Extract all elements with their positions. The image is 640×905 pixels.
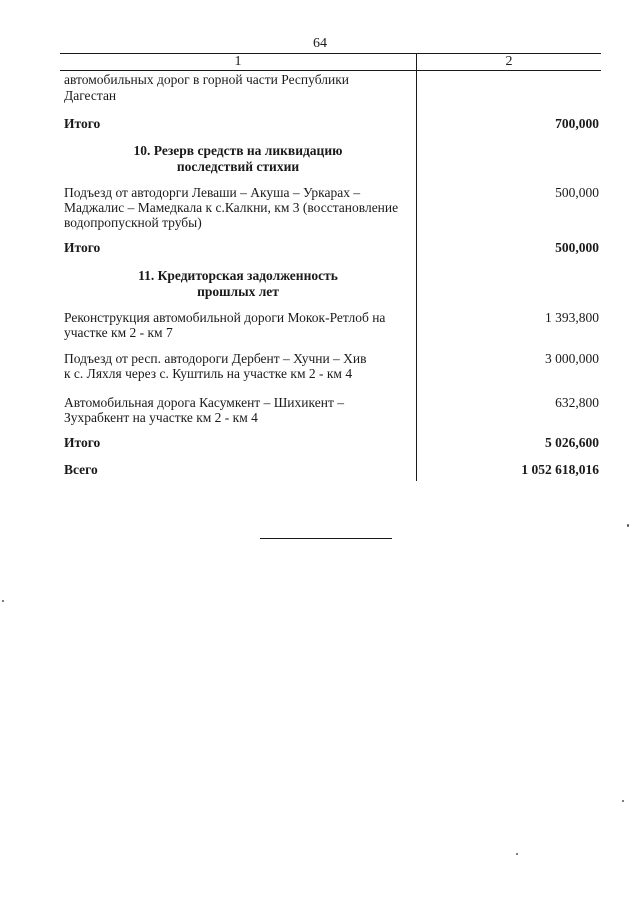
item-line: Подъезд от автодорги Леваши – Акуша – Уркарах –	[64, 185, 361, 200]
section-heading-line: 10. Резерв средств на ликвидацию	[133, 143, 343, 158]
item-line: Маджалис – Мамедкала к с.Калкни, км 3 (восстановление	[64, 200, 399, 215]
grand-total-value: 1 052 618,016	[521, 462, 599, 477]
item-line: к с. Ляхля через с. Куштиль на участке км 2 - км 4	[64, 366, 353, 381]
total-label: Итого	[64, 116, 101, 131]
item-value: 500,000	[555, 185, 599, 200]
section-heading-line: последствий стихии	[176, 159, 300, 174]
row-text-line: автомобильных дорог в горной части Республики	[64, 72, 349, 87]
row-text-line: Дагестан	[64, 88, 117, 103]
budget-table	[60, 53, 601, 481]
scan-speck	[516, 853, 518, 855]
item-line: водопропускной трубы)	[64, 215, 202, 230]
item-line: Реконструкция автомобильной дороги Мокок-Ретлоб на	[64, 310, 386, 325]
column-header-1: 1	[234, 54, 242, 69]
item-line: Зухрабкент на участке км 2 - км 4	[64, 410, 258, 425]
scan-speck	[622, 800, 624, 802]
item-line: участке км 2 - км 7	[64, 325, 173, 340]
item-value: 1 393,800	[545, 310, 599, 325]
total-value: 5 026,600	[545, 435, 599, 450]
section-heading-line: прошлых лет	[197, 284, 279, 299]
grand-total-label: Всего	[64, 462, 98, 477]
total-label: Итого	[64, 435, 101, 450]
section-heading-line: 11. Кредиторская задолженность	[138, 268, 338, 283]
item-value: 632,800	[555, 395, 599, 410]
item-line: Подъезд от респ. автодороги Дербент – Хучни – Хив	[64, 351, 367, 366]
header-bottom-border	[60, 70, 601, 71]
item-line: Автомобильная дорога Касумкент – Шихикент –	[64, 395, 344, 410]
scan-speck	[2, 600, 4, 602]
end-of-document-rule	[260, 538, 392, 539]
item-value: 3 000,000	[545, 351, 599, 366]
total-value: 500,000	[555, 240, 599, 255]
column-header-2: 2	[505, 54, 513, 69]
total-label: Итого	[64, 240, 101, 255]
column-divider	[416, 53, 417, 481]
page-number: 64	[313, 36, 327, 51]
scan-speck	[627, 524, 629, 527]
total-value: 700,000	[555, 116, 599, 131]
